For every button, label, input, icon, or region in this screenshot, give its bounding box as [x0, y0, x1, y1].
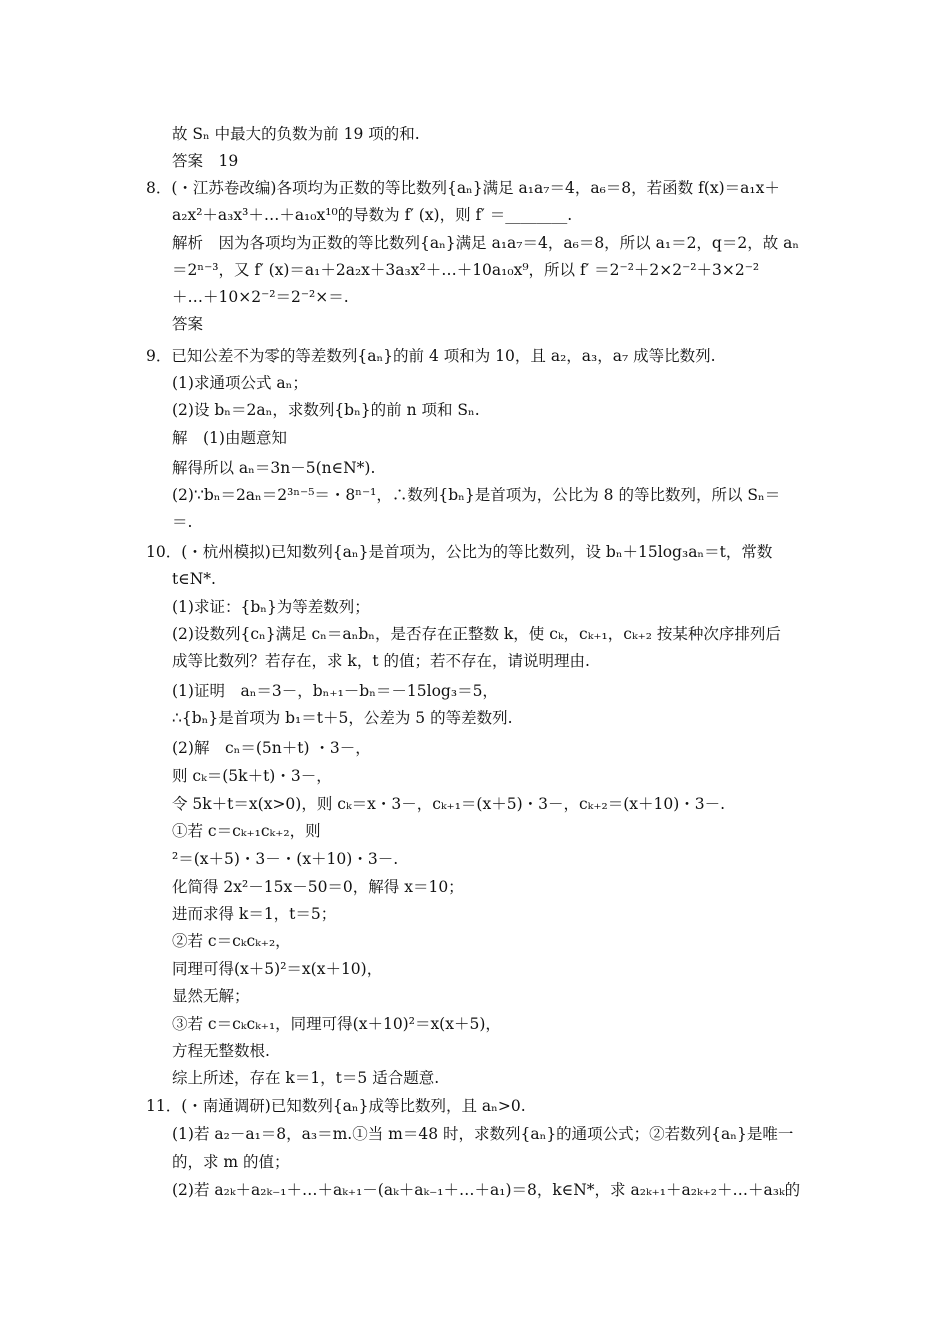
text-line: 进而求得 k＝1，t＝5；: [172, 905, 337, 923]
text-line: ①若 c＝cₖ₊₁cₖ₊₂，则: [172, 822, 321, 840]
text-line: 综上所述，存在 k＝1，t＝5 适合题意.: [172, 1069, 440, 1087]
text-line: 成等比数列？若存在，求 k，t 的值；若不存在，请说明理由.: [172, 652, 590, 670]
text-line: 方程无整数根.: [172, 1042, 270, 1060]
text-line: (2)∵bₙ＝2aₙ＝2³ⁿ⁻⁵＝・8ⁿ⁻¹，∴数列{bₙ}是首项为，公比为 8 的等比数列，所以 Sₙ＝: [172, 486, 781, 504]
text-line: ²＝(x＋5)・3－・(x＋10)・3－.: [172, 850, 399, 868]
text-line: (2)设数列{cₙ}满足 cₙ＝aₙbₙ，是否存在正整数 k，使 cₖ，cₖ₊₁，cₖ₊₂ 按某种次序排列后: [172, 625, 781, 643]
problem-8-line: 8．(・江苏卷改编)各项均为正数的等比数列{aₙ}满足 a₁a₇＝4，a₆＝8，若函数 f(x)＝a₁x＋: [146, 179, 780, 197]
text-line: 显然无解；: [172, 987, 250, 1005]
text-line: (1)若 a₂－a₁＝8，a₃＝m.①当 m＝48 时，求数列{aₙ}的通项公式；②若数列{aₙ}是唯一: [172, 1125, 794, 1143]
text-line: ＝2ⁿ⁻³，又 f′ (x)＝a₁＋2a₂x＋3a₃x²＋…＋10a₁₀x⁹，所以 f′ ＝2⁻²＋2×2⁻²＋3×2⁻²: [172, 261, 760, 279]
text-line: 解 (1)由题意知: [172, 429, 287, 447]
text-line: 化简得 2x²－15x－50＝0，解得 x＝10；: [172, 878, 464, 896]
text-line: (1)求证：{bₙ}为等差数列；: [172, 598, 370, 616]
text-line: 答案 19: [172, 152, 239, 170]
text-line: (1)求通项公式 aₙ；: [172, 374, 308, 392]
text-line: ＝.: [172, 513, 193, 531]
text-line: 的，求 m 的值；: [172, 1153, 290, 1171]
problem-11-line: 11．(・南通调研)已知数列{aₙ}成等比数列，且 aₙ>0.: [146, 1097, 526, 1115]
text-line: 解得所以 aₙ＝3n－5(n∈N*).: [172, 459, 376, 477]
text-line: a₂x²＋a₃x³＋…＋a₁₀x¹⁰的导数为 f′ (x)，则 f′ ＝________.: [172, 206, 573, 224]
text-line: ②若 c＝cₖcₖ₊₂，: [172, 932, 291, 950]
text-line: 故 Sₙ 中最大的负数为前 19 项的和.: [172, 125, 420, 143]
text-line: (2)设 bₙ＝2aₙ，求数列{bₙ}的前 n 项和 Sₙ.: [172, 401, 480, 419]
text-line: (2)解 cₙ＝(5n＋t) ・3－，: [172, 739, 371, 757]
problem-10-line: 10．(・杭州模拟)已知数列{aₙ}是首项为，公比为的等比数列，设 bₙ＋15log₃aₙ＝t，常数: [146, 543, 773, 561]
text-line: (2)若 a₂ₖ＋a₂ₖ₋₁＋…＋aₖ₊₁－(aₖ＋aₖ₋₁＋…＋a₁)＝8，k∈N*，求 a₂ₖ₊₁＋a₂ₖ₊₂＋…＋a₃ₖ的: [172, 1181, 801, 1199]
text-line: 答案: [172, 315, 204, 333]
text-line: t∈N*.: [172, 570, 216, 588]
text-line: ③若 c＝cₖcₖ₊₁，同理可得(x＋10)²＝x(x＋5)，: [172, 1015, 501, 1033]
problem-9-line: 9．已知公差不为零的等差数列{aₙ}的前 4 项和为 10，且 a₂，a₃，a₇ 成等比数列.: [146, 347, 716, 365]
text-line: ∴{bₙ}是首项为 b₁＝t＋5，公差为 5 的等差数列.: [172, 709, 513, 727]
text-line: (1)证明 aₙ＝3－，bₙ₊₁－bₙ＝－15log₃＝5，: [172, 682, 498, 700]
text-line: ＋…＋10×2⁻²＝2⁻²×＝.: [172, 288, 349, 306]
text-line: 同理可得(x＋5)²＝x(x＋10)，: [172, 960, 383, 978]
text-line: 则 cₖ＝(5k＋t)・3－，: [172, 767, 332, 785]
text-line: 解析 因为各项均为正数的等比数列{aₙ}满足 a₁a₇＝4，a₆＝8，所以 a₁＝2，q＝2，故 aₙ: [172, 234, 800, 252]
text-line: 令 5k＋t＝x(x>0)，则 cₖ＝x・3－，cₖ₊₁＝(x＋5)・3－，cₖ₊₂＝(x＋10)・3－.: [172, 795, 726, 813]
